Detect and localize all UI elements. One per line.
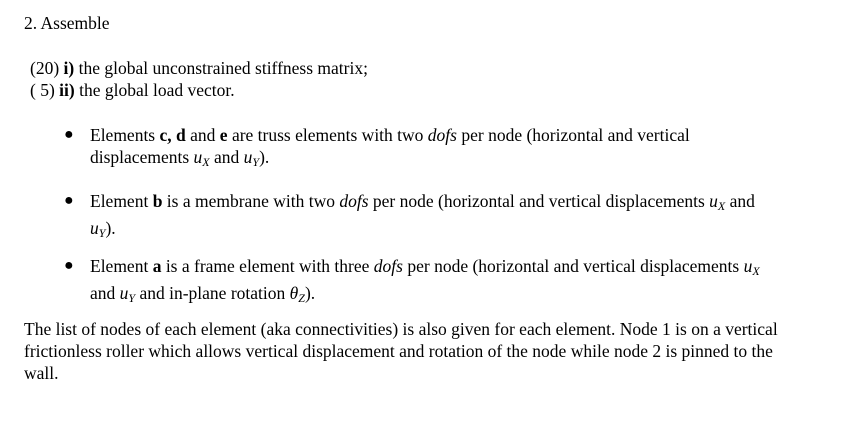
task-item	[30, 57, 368, 79]
bullet-text: Element a is a frame element with three dofs per node (horizontal and vertical displacements $u_X$ and $u_Y$ and in-plane rotation $\theta_Z$).	[90, 256, 760, 305]
bullet-text: Element b is a membrane with two dofs per node (horizontal and vertical displacements $u_X$ and $u_Y$).	[90, 191, 755, 240]
task-label: ii)	[59, 80, 75, 100]
task-list	[30, 57, 368, 101]
bullet-icon: ●	[64, 192, 74, 209]
task-points: ( 5)	[30, 80, 55, 100]
bullet-text: Elements c, d and e are truss elements with two dofs per node (horizontal and vertical displacements $u_X$ and $u_Y$).	[90, 125, 690, 169]
task-label: i)	[63, 58, 75, 78]
connectivity-paragraph: The list of nodes of each element (aka connectivities) is also given for each element. Node 1 is on a vertical frictionless roller which allows vertical displacement and rotation of the node while node 2 is pinned to the wall.	[24, 319, 778, 383]
bullet-icon: ●	[64, 126, 74, 143]
bullet-icon: ●	[64, 257, 74, 274]
section-heading: 2. Assemble	[24, 13, 110, 33]
task-text: the global load vector.	[79, 80, 235, 100]
task-text: the global unconstrained stiffness matrix;	[78, 58, 368, 78]
task-item	[30, 79, 368, 101]
task-points: (20)	[30, 58, 60, 78]
